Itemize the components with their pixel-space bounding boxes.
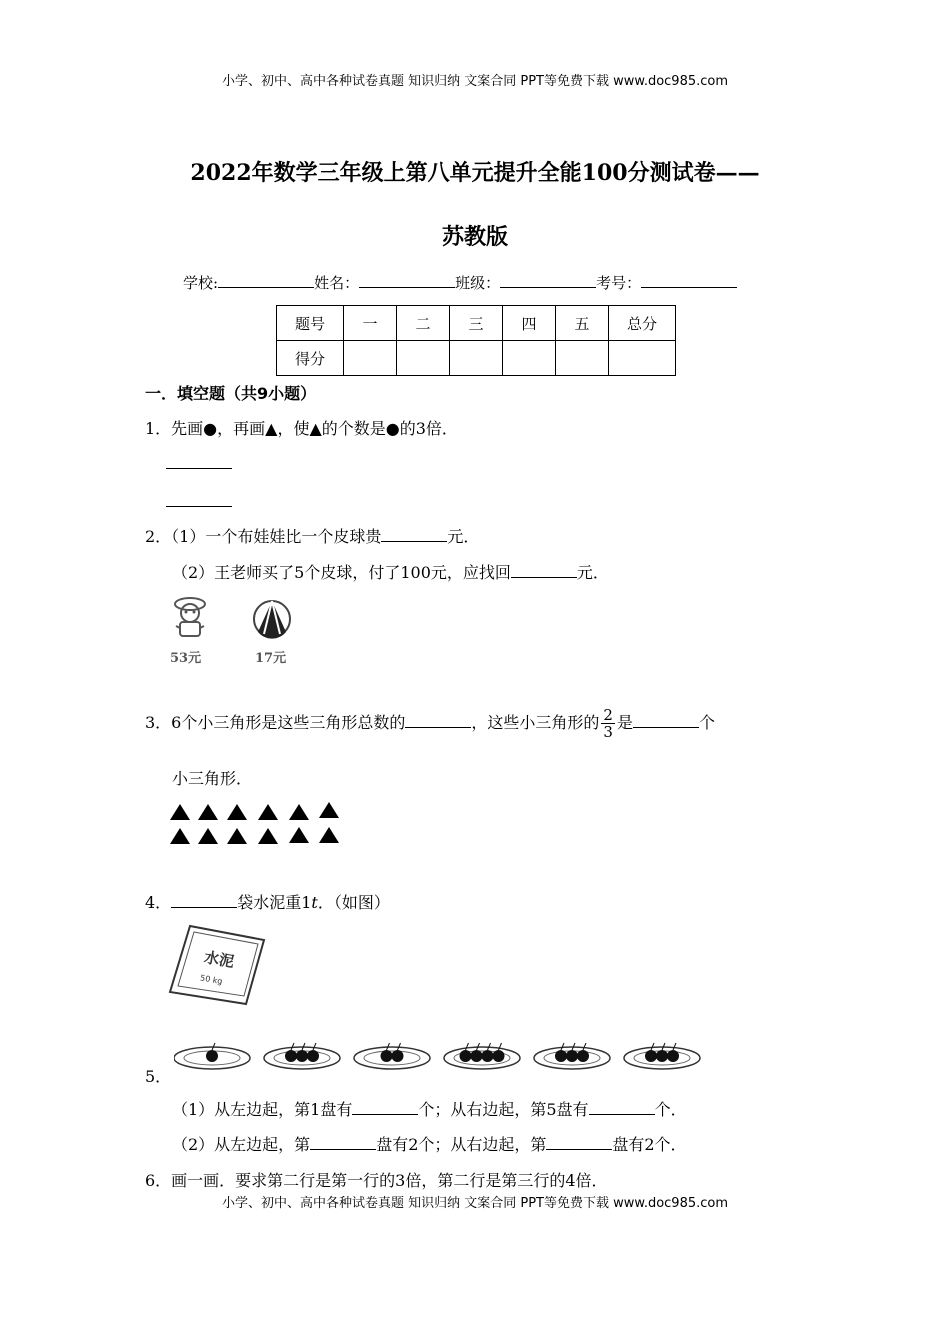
answer-blank[interactable] — [352, 1100, 418, 1115]
triangle-icon — [170, 828, 190, 844]
answer-blank[interactable] — [511, 563, 577, 578]
answer-blank[interactable] — [405, 713, 471, 728]
class-label: 班级： — [455, 274, 501, 292]
cherry-icon — [493, 1050, 505, 1062]
school-label: 学校: — [183, 274, 219, 292]
triangles-figure — [166, 800, 346, 850]
question-text: 袋水泥重1 — [237, 893, 312, 912]
cherry-icon — [296, 1050, 308, 1062]
plate-5 — [534, 1043, 610, 1069]
score-header-cell: 四 — [503, 306, 556, 341]
cherry-icon — [555, 1050, 567, 1062]
ball-price: 17元 — [255, 651, 287, 666]
answer-blank[interactable] — [171, 893, 237, 908]
answer-line[interactable] — [166, 468, 232, 469]
answer-blank[interactable] — [633, 713, 699, 728]
triangle-icon — [289, 827, 309, 843]
score-row-label: 得分 — [277, 341, 344, 376]
name-label: 姓名： — [314, 274, 360, 292]
cherry-icon — [307, 1050, 319, 1062]
doll-price: 53元 — [170, 651, 202, 666]
class-field[interactable] — [500, 273, 596, 288]
fraction — [601, 707, 615, 740]
cherry-icon — [392, 1050, 404, 1062]
answer-blank[interactable] — [310, 1135, 376, 1150]
plate-4 — [444, 1043, 520, 1069]
question-5-number: 5． — [145, 1067, 172, 1086]
question-5-part-1 — [172, 1097, 687, 1120]
student-info — [183, 272, 737, 293]
exam-no-label: 考号： — [596, 274, 642, 292]
triangle-icon — [198, 804, 218, 820]
score-header-cell: 题号 — [277, 306, 344, 341]
plate-3 — [354, 1043, 430, 1069]
question-text: ．（如图） — [317, 893, 390, 912]
score-header-cell: 二 — [397, 306, 450, 341]
question-5-part-2 — [172, 1132, 687, 1155]
question-text: 个． — [654, 1100, 687, 1119]
question-3 — [145, 707, 715, 740]
score-header-cell: 一 — [344, 306, 397, 341]
bag-label: 水泥 — [202, 948, 236, 972]
question-text: 个 — [698, 713, 715, 732]
question-text: 3．6个小三角形是这些三角形总数的 — [145, 713, 406, 732]
page-subtitle: 苏教版 — [441, 224, 508, 250]
answer-line[interactable] — [166, 506, 232, 507]
triangle-icon — [258, 804, 278, 820]
fraction-numerator: 2 — [603, 706, 613, 724]
fraction-denominator: 3 — [603, 723, 613, 741]
answer-blank[interactable] — [381, 527, 447, 542]
question-text: 2．（1）一个布娃娃比一个皮球贵 — [145, 527, 382, 546]
triangle-icon — [319, 802, 339, 818]
question-text: 盘有2个；从右边起，第 — [376, 1135, 547, 1154]
answer-blank[interactable] — [589, 1100, 655, 1115]
cherry-icon — [285, 1050, 297, 1062]
question-3-line-2: 小三角形． — [172, 769, 253, 788]
score-header-cell: 五 — [556, 306, 609, 341]
triangle-icon — [198, 828, 218, 844]
triangle-icon — [227, 828, 247, 844]
question-text: 盘有2个． — [612, 1135, 687, 1154]
question-text: （1）从左边起，第1盘有 — [172, 1100, 353, 1119]
plate-1 — [174, 1043, 250, 1069]
triangle-icon — [227, 804, 247, 820]
cherry-icon — [381, 1050, 393, 1062]
cherry-plates-figure — [174, 1030, 714, 1078]
cherry-icon — [667, 1050, 679, 1062]
cherry-icon — [566, 1050, 578, 1062]
question-4 — [145, 890, 390, 913]
score-table — [276, 305, 676, 376]
page-header: 小学、初中、高中各种试卷真题 知识归纳 文案合同 PPT等免费下载 www.doc985.com — [221, 74, 729, 89]
question-6: 6．画一画．要求第二行是第一行的3倍，第二行是第三行的4倍． — [145, 1171, 608, 1190]
question-2-part-1 — [145, 524, 479, 547]
bag-weight: 50 kg — [199, 973, 224, 987]
score-header-cell: 总分 — [609, 306, 676, 341]
ball-icon — [250, 598, 298, 640]
question-text: （2）从左边起，第 — [172, 1135, 311, 1154]
school-field[interactable] — [218, 273, 314, 288]
question-text: （2）王老师买了5个皮球，付了100元，应找回 — [172, 563, 511, 582]
cherry-icon — [656, 1050, 668, 1062]
score-cell[interactable] — [503, 341, 556, 376]
answer-blank[interactable] — [546, 1135, 612, 1150]
page-footer: 小学、初中、高中各种试卷真题 知识归纳 文案合同 PPT等免费下载 www.doc985.com — [221, 1196, 729, 1211]
doll-icon — [166, 594, 216, 642]
question-text: 元． — [576, 563, 609, 582]
cherry-icon — [645, 1050, 657, 1062]
name-field[interactable] — [359, 273, 455, 288]
plate-2 — [264, 1043, 340, 1069]
score-cell[interactable] — [344, 341, 397, 376]
triangle-icon — [258, 828, 278, 844]
cherry-icon — [577, 1050, 589, 1062]
triangle-icon — [319, 827, 339, 843]
section-heading: 一．填空题（共9小题） — [145, 384, 317, 403]
question-text: 个；从右边起，第5盘有 — [418, 1100, 589, 1119]
cherry-icon — [460, 1050, 472, 1062]
score-cell[interactable] — [397, 341, 450, 376]
page-title: 2022年数学三年级上第八单元提升全能100分测试卷—— — [190, 160, 760, 186]
score-cell[interactable] — [450, 341, 503, 376]
question-text: 元． — [447, 527, 480, 546]
question-1: 1．先画●，再画▲，使▲的个数是●的3倍． — [145, 419, 458, 438]
question-text: 是 — [616, 713, 633, 732]
score-cell[interactable] — [556, 341, 609, 376]
plate-6 — [624, 1043, 700, 1069]
question-2-part-2 — [172, 560, 609, 583]
triangle-icon — [170, 804, 190, 820]
question-text: 4． — [145, 893, 172, 912]
triangle-icon — [289, 804, 309, 820]
score-cell[interactable] — [609, 341, 676, 376]
exam-no-field[interactable] — [641, 273, 737, 288]
cement-bag-icon — [164, 920, 270, 1010]
cherry-icon — [482, 1050, 494, 1062]
cherry-icon — [471, 1050, 483, 1062]
cherry-icon — [206, 1050, 218, 1062]
question-text: ，这些小三角形的 — [471, 713, 600, 732]
unit-text: t — [311, 893, 318, 912]
score-header-cell: 三 — [450, 306, 503, 341]
